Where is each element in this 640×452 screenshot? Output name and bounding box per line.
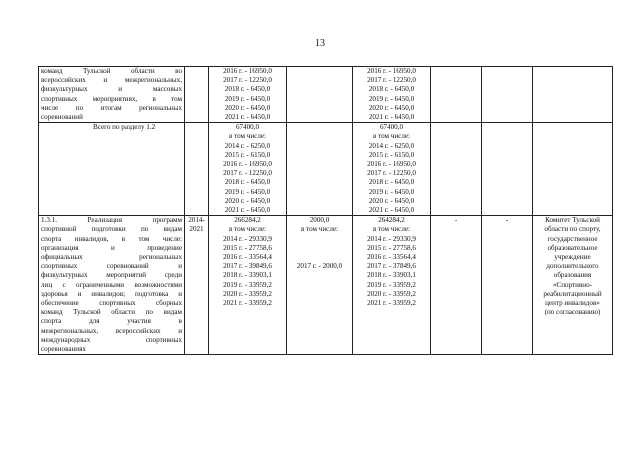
- row-b-regional-line: 2015 г. - 6150,0: [368, 150, 415, 159]
- row-b-total-line: 2021 г. - 6450,0: [224, 206, 271, 215]
- row-b-total-line: 2017 г. - 12250,0: [223, 169, 272, 178]
- row-c-regional-line: 2015 г. - 27758,6: [367, 243, 416, 252]
- row-c-period-line: 2021: [189, 225, 204, 234]
- row-c-regional-line: в том числе:: [373, 225, 410, 234]
- row-c-desc-line: официальных региональных: [41, 253, 182, 262]
- row-c-total-line: в том числе:: [229, 225, 266, 234]
- row-c-desc-line: спортивной подготовки по видам: [41, 225, 182, 234]
- row-a-total-line: 2019 г. - 6450,0: [224, 94, 271, 103]
- row-b-regional-line: 2021 г. - 6450,0: [368, 206, 415, 215]
- row-b-regional-line: 67400,0: [379, 123, 404, 132]
- row-a-total-line: 2016 г. - 16950,0: [223, 67, 272, 75]
- row-c-desc-line: здоровья и инвалидов; подготовка и: [41, 289, 182, 298]
- row-c-resp-line: реабилитационный: [543, 289, 602, 298]
- row-c-period-line: 2014-: [188, 216, 205, 225]
- row-c-total-line: 2015 г. - 27758,6: [223, 243, 272, 252]
- table-row-a: [39, 67, 613, 123]
- row-b-period: [185, 123, 209, 216]
- table-row-b: [39, 123, 613, 216]
- row-b-regional-line: 2016 г. - 16950,0: [367, 160, 416, 169]
- row-c-regional: [353, 216, 431, 355]
- row-c-resp-line: образования: [553, 271, 592, 280]
- row-a-regional-line: 2018 г. - 6450,0: [368, 85, 415, 94]
- row-a-total-line: 2018 г. - 6450,0: [224, 85, 271, 94]
- row-c-regional-line: 264284,2: [378, 216, 405, 225]
- row-a-total-line: 2017 г. - 12250,0: [223, 76, 272, 85]
- row-c-desc-line: международных спортивных: [41, 335, 182, 344]
- row-a-regional-line: 2019 г. - 6450,0: [368, 94, 415, 103]
- row-b-total: [209, 123, 287, 216]
- row-c-resp-line: учреждение: [554, 253, 591, 262]
- row-c-regional-line: 2016 г. - 33564,4: [367, 253, 416, 262]
- row-c-resp-line: Комитет Тульской: [545, 216, 600, 225]
- row-a-regional-line: 2021 г. - 6450,0: [368, 113, 415, 122]
- row-b-local: [431, 123, 482, 216]
- row-b-total-line: 2016 г. - 16950,0: [223, 160, 272, 169]
- row-a-responsible: [533, 67, 613, 123]
- row-c-total-line: 266284,2: [234, 216, 261, 225]
- row-c-total: [209, 216, 287, 355]
- row-c-local: [431, 216, 482, 355]
- row-c-resp-line: образовательное: [547, 243, 598, 252]
- row-a-period: [185, 67, 209, 123]
- row-c-desc-line: лиц с ограниченными возможностями: [41, 280, 182, 289]
- row-c-resp-line: государственное: [547, 234, 598, 243]
- row-a-desc-line: числе по итогам региональных: [41, 103, 182, 112]
- row-b-regional-line: 2019 г. - 6450,0: [368, 187, 415, 196]
- row-a-regional-line: 2017 г. - 12250,0: [367, 76, 416, 85]
- row-a-desc-line: физкультурных и массовых: [41, 85, 182, 94]
- row-b-total-line: в том числе:: [229, 132, 266, 141]
- row-c-total-line: 2020 г. - 33959,2: [223, 289, 272, 298]
- row-c-desc-line: обеспечение спортивных сборных: [41, 299, 182, 308]
- program-table: [38, 66, 613, 355]
- row-c-resp-line: центр инвалидов»: [545, 299, 600, 308]
- row-c-regional-line: 2017 г. - 37849,6: [367, 262, 416, 271]
- row-b-total-line: 2015 г. - 6150,0: [224, 150, 271, 159]
- row-a-desc-line: команд Тульской области во: [41, 67, 182, 75]
- row-c-total-line: 2021 г. - 33959,2: [223, 299, 272, 308]
- row-a-local: [431, 67, 482, 123]
- row-c-desc-line: спортивных соревнований и: [41, 262, 182, 271]
- row-c-federal-line: в том числе:: [301, 225, 338, 234]
- row-a-desc-line: всероссийских и межрегиональных,: [41, 76, 182, 85]
- row-c-other-dash: -: [505, 216, 509, 225]
- row-b-regional-line: в том числе:: [373, 132, 410, 141]
- row-a-desc-line: спортивных мероприятиях, в том: [41, 94, 182, 103]
- row-c-description: [39, 216, 185, 355]
- row-b-total-line: 2019 г. - 6450,0: [224, 187, 271, 196]
- row-b-description: [39, 123, 185, 216]
- row-c-desc-line: физкультурных мероприятий среди: [41, 271, 182, 280]
- row-c-federal: [287, 216, 353, 355]
- row-c-desc-line: спорта для участия в: [41, 317, 182, 326]
- row-a-regional: [353, 67, 431, 123]
- row-a-regional-line: 2020 г. - 6450,0: [368, 103, 415, 112]
- row-c-federal-line: 2017 г. - 2000,0: [296, 262, 343, 271]
- row-a-total-line: 2020 г. - 6450,0: [224, 103, 271, 112]
- row-c-federal-line: 2000,0: [309, 216, 330, 225]
- row-c-total-line: 2017 г. - 39849,6: [223, 262, 272, 271]
- row-b-regional-line: 2014 г. - 6250,0: [368, 141, 415, 150]
- table-row-c: [39, 216, 613, 355]
- row-c-regional-line: 2018 г. - 33903,1: [367, 271, 416, 280]
- row-a-other: [482, 67, 533, 123]
- row-c-other: [482, 216, 533, 355]
- row-b-total-line: 67400,0: [235, 123, 260, 132]
- row-c-total-line: 2018 г. - 33903,1: [223, 271, 272, 280]
- row-a-federal: [287, 67, 353, 123]
- row-c-regional-line: 2019 г. - 33959,2: [367, 280, 416, 289]
- row-a-total: [209, 67, 287, 123]
- row-c-regional-line: 2014 г. - 29330,9: [367, 234, 416, 243]
- row-b-responsible: [533, 123, 613, 216]
- row-b-total-line: 2018 г. - 6450,0: [224, 178, 271, 187]
- row-a-description: [39, 67, 185, 123]
- row-c-responsible: [533, 216, 613, 355]
- row-c-period: [185, 216, 209, 355]
- row-b-total-line: 2014 г. - 6250,0: [224, 141, 271, 150]
- row-b-total-line: 2020 г. - 6450,0: [224, 196, 271, 205]
- row-c-resp-line: «Спортивно-: [552, 280, 593, 289]
- row-c-desc-line: межрегиональных, всероссийских и: [41, 326, 182, 335]
- row-c-regional-line: 2020 г. - 33959,2: [367, 289, 416, 298]
- row-c-desc-line: спорта инвалидов, в том числе:: [41, 234, 182, 243]
- row-c-total-line: 2019 г. - 33959,2: [223, 280, 272, 289]
- row-c-local-dash: -: [454, 216, 458, 225]
- row-c-resp-line: (по согласованию): [544, 308, 601, 317]
- row-c-desc-line: команд Тульской области по видам: [41, 308, 182, 317]
- row-b-other: [482, 123, 533, 216]
- row-c-desc-line: соревнованиях: [41, 345, 86, 354]
- row-c-total-line: 2016 г. - 33564,4: [223, 253, 272, 262]
- page-number: 13: [315, 38, 325, 49]
- row-b-regional-line: 2017 г. - 12250,0: [367, 169, 416, 178]
- row-a-total-line: 2021 г. - 6450,0: [224, 113, 271, 122]
- row-b-desc-line: Всего по разделу 1.2: [93, 123, 156, 132]
- row-b-regional: [353, 123, 431, 216]
- row-c-desc-line: организация и проведение: [41, 243, 182, 252]
- row-a-desc-line: соревнований: [41, 113, 83, 122]
- row-c-total-line: 2014 г. - 29330,9: [223, 234, 272, 243]
- row-a-regional-line: 2016 г. - 16950,0: [367, 67, 416, 75]
- row-c-desc-line: 1.3.1. Реализация программ: [41, 216, 182, 225]
- row-c-resp-line: дополнительного: [546, 262, 599, 271]
- row-b-federal: [287, 123, 353, 216]
- row-b-regional-line: 2020 г. - 6450,0: [368, 196, 415, 205]
- row-c-regional-line: 2021 г. - 33959,2: [367, 299, 416, 308]
- row-b-regional-line: 2018 г. - 6450,0: [368, 178, 415, 187]
- row-c-resp-line: области по спорту,: [544, 225, 601, 234]
